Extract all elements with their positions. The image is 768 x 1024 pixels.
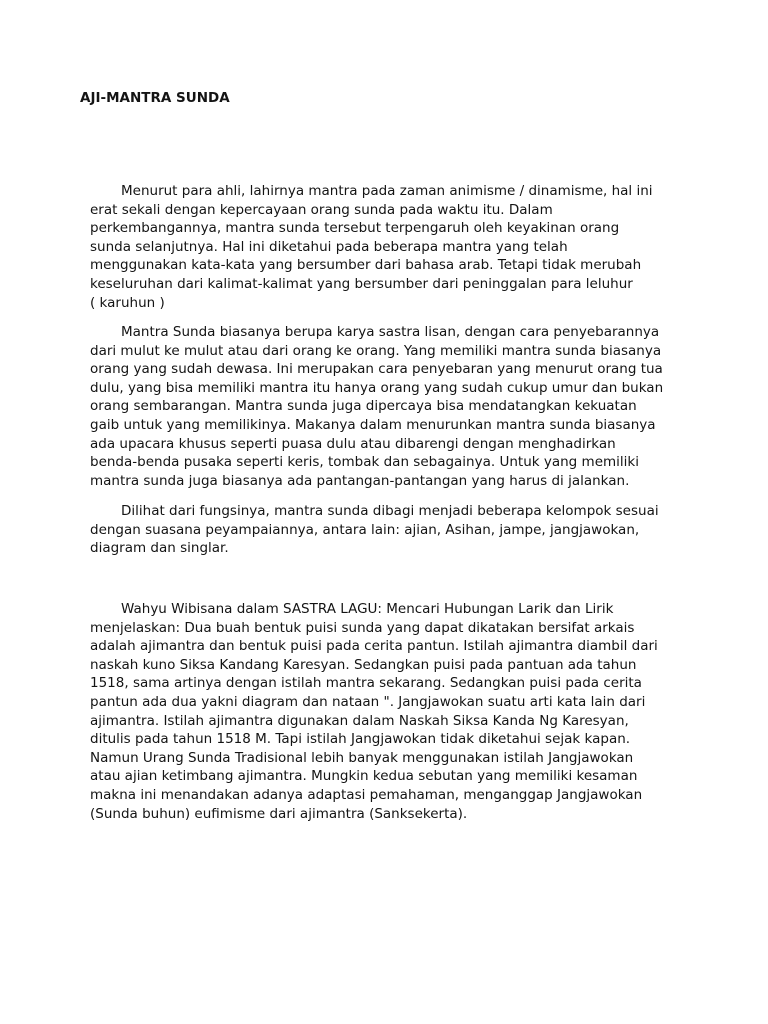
paragraph-line: atau ajian ketimbang ajimantra. Mungkin kedua sebutan yang memiliki kesaman (90, 768, 638, 785)
document-title: AJI-MANTRA SUNDA (80, 90, 230, 106)
paragraph-line: benda-benda pusaka seperti keris, tombak dan sebagainya. Untuk yang memiliki (90, 454, 639, 471)
paragraph-line: dari mulut ke mulut atau dari orang ke orang. Yang memiliki mantra sunda biasanya (90, 342, 662, 359)
paragraph-line: dengan suasana peyampaiannya, antara lain: ajian, Asihan, jampe, jangjawokan, (90, 521, 640, 538)
paragraph-line: makna ini menandakan adanya adaptasi pemahaman, menganggap Jangjawokan (90, 786, 643, 803)
paragraph-line: orang yang sudah dewasa. Ini merupakan cara penyebaran yang menurut orang tua (90, 361, 663, 378)
paragraph-3 (90, 502, 690, 558)
paragraph-line: ajimantra. Istilah ajimantra digunakan dalam Naskah Siksa Kanda Ng Karesyan, (90, 712, 629, 729)
paragraph-line: Menurut para ahli, lahirnya mantra pada zaman animisme / dinamisme, hal ini (121, 183, 653, 199)
paragraph-line: orang sembarangan. Mantra sunda juga dipercaya bisa mendatangkan kekuatan (90, 398, 637, 415)
paragraph-line: gaib untuk yang memilikinya. Makanya dalam menurunkan mantra sunda biasanya (90, 416, 656, 433)
paragraph-line: adalah ajimantra dan bentuk puisi pada cerita pantun. Istilah ajimantra diambil dari (90, 638, 658, 655)
paragraph-line: ( karuhun ) (90, 294, 165, 311)
paragraph-line: menjelaskan: Dua buah bentuk puisi sunda yang dapat dikatakan bersifat arkais (90, 619, 635, 636)
paragraph-1 (90, 182, 690, 312)
paragraph-line: Wahyu Wibisana dalam SASTRA LAGU: Mencari Hubungan Larik dan Lirik (121, 601, 614, 617)
paragraph-line: mantra sunda juga biasanya ada pantangan-pantangan yang harus di jalankan. (90, 472, 630, 489)
paragraph-2 (90, 323, 690, 490)
paragraph-line: perkembangannya, mantra sunda tersebut terpengaruh oleh keyakinan orang (90, 220, 620, 237)
paragraph-line: ditulis pada tahun 1518 M. Tapi istilah Jangjawokan tidak diketahui sejak kapan. (90, 731, 631, 748)
paragraph-line: naskah kuno Siksa Kandang Karesyan. Sedangkan puisi pada pantuan ada tahun (90, 656, 637, 673)
paragraph-line: sunda selanjutnya. Hal ini diketahui pada beberapa mantra yang telah (90, 238, 568, 255)
paragraph-line: pantun ada dua yakni diagram dan nataan ". Jangjawokan suatu arti kata lain dari (90, 693, 646, 710)
paragraph-line: (Sunda buhun) eufimisme dari ajimantra (Sanksekerta). (90, 805, 468, 822)
paragraph-line: Namun Urang Sunda Tradisional lebih banyak menggunakan istilah Jangjawokan (90, 749, 634, 766)
paragraph-line: Dilihat dari fungsinya, mantra sunda dibagi menjadi beberapa kelompok sesuai (121, 503, 659, 519)
paragraph-line: Mantra Sunda biasanya berupa karya sastra lisan, dengan cara penyebarannya (121, 324, 660, 340)
paragraph-line: erat sekali dengan kepercayaan orang sunda pada waktu itu. Dalam (90, 201, 553, 218)
paragraph-line: diagram dan singlar. (90, 540, 229, 557)
paragraph-line: menggunakan kata-kata yang bersumber dari bahasa arab. Tetapi tidak merubah (90, 257, 642, 274)
paragraph-line: dulu, yang bisa memiliki mantra itu hanya orang yang sudah cukup umur dan bukan (90, 379, 664, 396)
paragraph-line: keseluruhan dari kalimat-kalimat yang bersumber dari peninggalan para leluhur (90, 275, 633, 292)
paragraph-line: ada upacara khusus seperti puasa dulu atau dibarengi dengan menghadirkan (90, 435, 616, 452)
paragraph-line: 1518, sama artinya dengan istilah mantra sekarang. Sedangkan puisi pada cerita (90, 675, 642, 692)
paragraph-4 (90, 600, 690, 823)
